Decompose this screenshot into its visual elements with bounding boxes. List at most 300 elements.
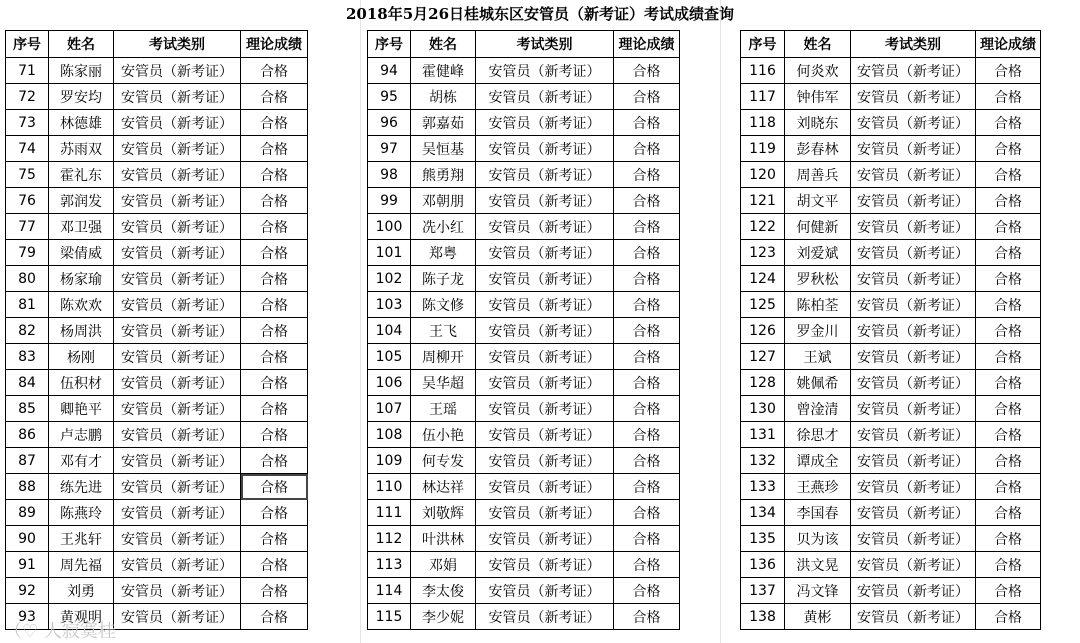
cell-exam-type[interactable]: 安管员（新考证） xyxy=(851,396,976,422)
cell-exam-type[interactable]: 安管员（新考证） xyxy=(114,578,241,604)
cell-score[interactable]: 合格 xyxy=(241,188,308,214)
header-type[interactable]: 考试类别 xyxy=(114,31,241,58)
cell-exam-type[interactable]: 安管员（新考证） xyxy=(851,344,976,370)
cell-no[interactable]: 102 xyxy=(368,266,411,292)
gridline xyxy=(360,0,361,643)
cell-name[interactable]: 郭嘉茹 xyxy=(411,110,476,136)
cell-name[interactable]: 邓卫强 xyxy=(49,214,114,240)
cell-score[interactable]: 合格 xyxy=(241,136,308,162)
cell-exam-type[interactable]: 安管员（新考证） xyxy=(851,162,976,188)
cell-no[interactable]: 92 xyxy=(6,578,49,604)
cell-name[interactable]: 邓朝朋 xyxy=(411,188,476,214)
table-row xyxy=(741,422,1041,448)
table-row xyxy=(6,162,308,188)
cell-name[interactable]: 冼小红 xyxy=(411,214,476,240)
cell-score[interactable]: 合格 xyxy=(614,344,680,370)
cell-no[interactable]: 125 xyxy=(741,292,785,318)
cell-no[interactable]: 115 xyxy=(368,604,411,630)
cell-name[interactable]: 刘勇 xyxy=(49,578,114,604)
cell-score[interactable]: 合格 xyxy=(241,422,308,448)
cell-name[interactable]: 胡文平 xyxy=(785,188,851,214)
header-name[interactable]: 姓名 xyxy=(49,31,114,58)
cell-no[interactable]: 123 xyxy=(741,240,785,266)
cell-exam-type[interactable]: 安管员（新考证） xyxy=(851,552,976,578)
cell-no[interactable]: 86 xyxy=(6,422,49,448)
cell-score[interactable]: 合格 xyxy=(241,266,308,292)
cell-exam-type[interactable]: 安管员（新考证） xyxy=(476,344,614,370)
cell-score[interactable]: 合格 xyxy=(976,84,1041,110)
header-score[interactable]: 理论成绩 xyxy=(614,31,680,58)
watermark: （♡ 人寂寞桂 xyxy=(4,621,116,642)
cell-score[interactable]: 合格 xyxy=(976,266,1041,292)
cell-no[interactable]: 94 xyxy=(368,58,411,84)
cell-no[interactable]: 100 xyxy=(368,214,411,240)
table-row xyxy=(741,214,1041,240)
cell-score[interactable]: 合格 xyxy=(614,318,680,344)
cell-exam-type[interactable]: 安管员（新考证） xyxy=(851,292,976,318)
header-name[interactable]: 姓名 xyxy=(785,31,851,58)
cell-no[interactable]: 134 xyxy=(741,500,785,526)
cell-score[interactable]: 合格 xyxy=(614,110,680,136)
cell-exam-type[interactable]: 安管员（新考证） xyxy=(851,604,976,630)
cell-score[interactable]: 合格 xyxy=(241,84,308,110)
cell-exam-type[interactable]: 安管员（新考证） xyxy=(476,422,614,448)
cell-name[interactable]: 林达祥 xyxy=(411,474,476,500)
cell-name[interactable]: 陈燕玲 xyxy=(49,500,114,526)
cell-no[interactable]: 73 xyxy=(6,110,49,136)
cell-score[interactable]: 合格 xyxy=(976,292,1041,318)
cell-exam-type[interactable]: 安管员（新考证） xyxy=(851,500,976,526)
cell-score[interactable]: 合格 xyxy=(241,552,308,578)
cell-no[interactable]: 107 xyxy=(368,396,411,422)
cell-score[interactable]: 合格 xyxy=(241,240,308,266)
cell-no[interactable]: 95 xyxy=(368,84,411,110)
cell-score[interactable]: 合格 xyxy=(976,526,1041,552)
cell-score[interactable]: 合格 xyxy=(241,604,308,630)
cell-exam-type[interactable]: 安管员（新考证） xyxy=(851,136,976,162)
cell-exam-type[interactable]: 安管员（新考证） xyxy=(851,214,976,240)
cell-name[interactable]: 梁倩威 xyxy=(49,240,114,266)
cell-no[interactable]: 81 xyxy=(6,292,49,318)
cell-name[interactable]: 王飞 xyxy=(411,318,476,344)
cell-score[interactable]: 合格 xyxy=(241,318,308,344)
cell-name[interactable]: 杨周洪 xyxy=(49,318,114,344)
cell-no[interactable]: 133 xyxy=(741,474,785,500)
cell-score[interactable]: 合格 xyxy=(614,552,680,578)
cell-score[interactable]: 合格 xyxy=(614,58,680,84)
table-row xyxy=(368,110,680,136)
cell-score[interactable]: 合格 xyxy=(614,188,680,214)
header-no[interactable]: 序号 xyxy=(368,31,411,58)
cell-name[interactable]: 姚佩希 xyxy=(785,370,851,396)
table-row xyxy=(6,344,308,370)
cell-score[interactable]: 合格 xyxy=(614,266,680,292)
cell-exam-type[interactable]: 安管员（新考证） xyxy=(851,448,976,474)
cell-name[interactable]: 罗金川 xyxy=(785,318,851,344)
cell-exam-type[interactable]: 安管员（新考证） xyxy=(476,292,614,318)
table-row xyxy=(368,370,680,396)
header-score[interactable]: 理论成绩 xyxy=(241,31,308,58)
cell-exam-type[interactable]: 安管员（新考证） xyxy=(476,526,614,552)
cell-exam-type[interactable]: 安管员（新考证） xyxy=(114,58,241,84)
cell-exam-type[interactable]: 安管员（新考证） xyxy=(476,396,614,422)
cell-name[interactable]: 卿艳平 xyxy=(49,396,114,422)
cell-score[interactable]: 合格 xyxy=(614,162,680,188)
cell-score[interactable]: 合格 xyxy=(614,292,680,318)
cell-exam-type[interactable]: 安管员（新考证） xyxy=(476,188,614,214)
cell-score[interactable]: 合格 xyxy=(241,370,308,396)
cell-exam-type[interactable]: 安管员（新考证） xyxy=(476,552,614,578)
cell-name[interactable]: 周柳开 xyxy=(411,344,476,370)
cell-name[interactable]: 霍礼东 xyxy=(49,162,114,188)
cell-exam-type[interactable]: 安管员（新考证） xyxy=(476,370,614,396)
table-row xyxy=(741,266,1041,292)
table-row xyxy=(741,136,1041,162)
cell-score[interactable]: 合格 xyxy=(976,422,1041,448)
cell-name[interactable]: 王瑶 xyxy=(411,396,476,422)
cell-score[interactable]: 合格 xyxy=(976,318,1041,344)
cell-score[interactable]: 合格 xyxy=(241,474,308,500)
cell-name[interactable]: 罗安均 xyxy=(49,84,114,110)
cell-score[interactable]: 合格 xyxy=(976,58,1041,84)
cell-name[interactable]: 黄彬 xyxy=(785,604,851,630)
cell-no[interactable]: 82 xyxy=(6,318,49,344)
cell-name[interactable]: 谭成全 xyxy=(785,448,851,474)
cell-exam-type[interactable]: 安管员（新考证） xyxy=(851,84,976,110)
cell-no[interactable]: 109 xyxy=(368,448,411,474)
cell-score[interactable]: 合格 xyxy=(976,188,1041,214)
cell-name[interactable]: 李太俊 xyxy=(411,578,476,604)
cell-exam-type[interactable]: 安管员（新考证） xyxy=(476,474,614,500)
cell-name[interactable]: 何炎欢 xyxy=(785,58,851,84)
cell-no[interactable]: 93 xyxy=(6,604,49,630)
cell-no[interactable]: 90 xyxy=(6,526,49,552)
header-row xyxy=(368,31,680,58)
cell-name[interactable]: 陈柏荃 xyxy=(785,292,851,318)
table-row xyxy=(6,110,308,136)
cell-exam-type[interactable]: 安管员（新考证） xyxy=(114,162,241,188)
cell-exam-type[interactable]: 安管员（新考证） xyxy=(114,344,241,370)
cell-score[interactable]: 合格 xyxy=(241,578,308,604)
cell-no[interactable]: 128 xyxy=(741,370,785,396)
cell-exam-type[interactable]: 安管员（新考证） xyxy=(114,526,241,552)
cell-no[interactable]: 77 xyxy=(6,214,49,240)
cell-name[interactable]: 何健新 xyxy=(785,214,851,240)
cell-exam-type[interactable]: 安管员（新考证） xyxy=(114,500,241,526)
cell-no[interactable]: 75 xyxy=(6,162,49,188)
cell-exam-type[interactable]: 安管员（新考证） xyxy=(851,370,976,396)
cell-exam-type[interactable]: 安管员（新考证） xyxy=(851,240,976,266)
cell-name[interactable]: 黄观明 xyxy=(49,604,114,630)
cell-name[interactable]: 洪文晃 xyxy=(785,552,851,578)
cell-no[interactable]: 83 xyxy=(6,344,49,370)
cell-score[interactable]: 合格 xyxy=(614,136,680,162)
header-row xyxy=(741,31,1041,58)
cell-score[interactable]: 合格 xyxy=(976,162,1041,188)
cell-exam-type[interactable]: 安管员（新考证） xyxy=(114,396,241,422)
cell-no[interactable]: 119 xyxy=(741,136,785,162)
cell-exam-type[interactable]: 安管员（新考证） xyxy=(114,292,241,318)
cell-score[interactable]: 合格 xyxy=(614,604,680,630)
cell-no[interactable]: 76 xyxy=(6,188,49,214)
cell-score[interactable]: 合格 xyxy=(241,214,308,240)
cell-name[interactable]: 王兆轩 xyxy=(49,526,114,552)
cell-no[interactable]: 104 xyxy=(368,318,411,344)
cell-exam-type[interactable]: 安管员（新考证） xyxy=(114,318,241,344)
cell-no[interactable]: 103 xyxy=(368,292,411,318)
cell-score[interactable]: 合格 xyxy=(614,214,680,240)
cell-name[interactable]: 霍健峰 xyxy=(411,58,476,84)
cell-name[interactable]: 刘晓东 xyxy=(785,110,851,136)
cell-score[interactable]: 合格 xyxy=(241,292,308,318)
cell-score[interactable]: 合格 xyxy=(976,500,1041,526)
cell-name[interactable]: 杨家瑜 xyxy=(49,266,114,292)
cell-name[interactable]: 钟伟军 xyxy=(785,84,851,110)
cell-no[interactable]: 106 xyxy=(368,370,411,396)
cell-exam-type[interactable]: 安管员（新考证） xyxy=(476,578,614,604)
cell-exam-type[interactable]: 安管员（新考证） xyxy=(476,110,614,136)
cell-no[interactable]: 110 xyxy=(368,474,411,500)
table-row xyxy=(741,110,1041,136)
cell-no[interactable]: 118 xyxy=(741,110,785,136)
cell-name[interactable]: 周先福 xyxy=(49,552,114,578)
cell-no[interactable]: 97 xyxy=(368,136,411,162)
cell-exam-type[interactable]: 安管员（新考证） xyxy=(476,318,614,344)
cell-name[interactable]: 陈家丽 xyxy=(49,58,114,84)
cell-name[interactable]: 吴华超 xyxy=(411,370,476,396)
header-type[interactable]: 考试类别 xyxy=(476,31,614,58)
cell-name[interactable]: 练先进 xyxy=(49,474,114,500)
cell-no[interactable]: 136 xyxy=(741,552,785,578)
cell-name[interactable]: 王斌 xyxy=(785,344,851,370)
cell-no[interactable]: 87 xyxy=(6,448,49,474)
cell-name[interactable]: 罗秋松 xyxy=(785,266,851,292)
cell-no[interactable]: 80 xyxy=(6,266,49,292)
table-row xyxy=(741,188,1041,214)
cell-exam-type[interactable]: 安管员（新考证） xyxy=(476,240,614,266)
cell-score[interactable]: 合格 xyxy=(241,448,308,474)
cell-no[interactable]: 124 xyxy=(741,266,785,292)
cell-exam-type[interactable]: 安管员（新考证） xyxy=(476,214,614,240)
cell-score[interactable]: 合格 xyxy=(976,396,1041,422)
table-row xyxy=(741,552,1041,578)
cell-exam-type[interactable]: 安管员（新考证） xyxy=(114,370,241,396)
cell-exam-type[interactable]: 安管员（新考证） xyxy=(114,474,241,500)
cell-no[interactable]: 138 xyxy=(741,604,785,630)
cell-name[interactable]: 贝为该 xyxy=(785,526,851,552)
table-row xyxy=(368,448,680,474)
cell-exam-type[interactable]: 安管员（新考证） xyxy=(476,84,614,110)
cell-name[interactable]: 郑粤 xyxy=(411,240,476,266)
cell-name[interactable]: 胡栋 xyxy=(411,84,476,110)
table-row xyxy=(6,136,308,162)
cell-name[interactable]: 李少妮 xyxy=(411,604,476,630)
cell-exam-type[interactable]: 安管员（新考证） xyxy=(851,58,976,84)
cell-no[interactable]: 88 xyxy=(6,474,49,500)
cell-name[interactable]: 叶洪林 xyxy=(411,526,476,552)
cell-name[interactable]: 刘敬辉 xyxy=(411,500,476,526)
cell-no[interactable]: 117 xyxy=(741,84,785,110)
cell-no[interactable]: 126 xyxy=(741,318,785,344)
cell-exam-type[interactable]: 安管员（新考证） xyxy=(851,110,976,136)
cell-score[interactable]: 合格 xyxy=(976,474,1041,500)
cell-no[interactable]: 105 xyxy=(368,344,411,370)
table-row xyxy=(6,396,308,422)
cell-score[interactable]: 合格 xyxy=(614,396,680,422)
cell-no[interactable]: 120 xyxy=(741,162,785,188)
cell-exam-type[interactable]: 安管员（新考证） xyxy=(114,188,241,214)
cell-score[interactable]: 合格 xyxy=(614,422,680,448)
cell-exam-type[interactable]: 安管员（新考证） xyxy=(476,136,614,162)
cell-no[interactable]: 71 xyxy=(6,58,49,84)
cell-name[interactable]: 陈文修 xyxy=(411,292,476,318)
table-row xyxy=(368,604,680,630)
cell-no[interactable]: 99 xyxy=(368,188,411,214)
cell-no[interactable]: 89 xyxy=(6,500,49,526)
header-no[interactable]: 序号 xyxy=(741,31,785,58)
header-type[interactable]: 考试类别 xyxy=(851,31,976,58)
cell-no[interactable]: 91 xyxy=(6,552,49,578)
cell-name[interactable]: 刘爱斌 xyxy=(785,240,851,266)
cell-name[interactable]: 苏雨双 xyxy=(49,136,114,162)
cell-score[interactable]: 合格 xyxy=(241,396,308,422)
cell-exam-type[interactable]: 安管员（新考证） xyxy=(114,604,241,630)
cell-exam-type[interactable]: 安管员（新考证） xyxy=(476,162,614,188)
header-score[interactable]: 理论成绩 xyxy=(976,31,1041,58)
cell-name[interactable]: 李国春 xyxy=(785,500,851,526)
cell-score[interactable]: 合格 xyxy=(241,162,308,188)
cell-name[interactable]: 吴恒基 xyxy=(411,136,476,162)
cell-exam-type[interactable]: 安管员（新考证） xyxy=(114,552,241,578)
cell-name[interactable]: 伍积材 xyxy=(49,370,114,396)
cell-exam-type[interactable]: 安管员（新考证） xyxy=(851,578,976,604)
cell-no[interactable]: 112 xyxy=(368,526,411,552)
cell-score[interactable]: 合格 xyxy=(241,526,308,552)
cell-name[interactable]: 曾淦清 xyxy=(785,396,851,422)
cell-no[interactable]: 101 xyxy=(368,240,411,266)
cell-name[interactable]: 王燕珍 xyxy=(785,474,851,500)
cell-name[interactable]: 陈欢欢 xyxy=(49,292,114,318)
cell-no[interactable]: 74 xyxy=(6,136,49,162)
cell-exam-type[interactable]: 安管员（新考证） xyxy=(851,188,976,214)
cell-score[interactable]: 合格 xyxy=(241,58,308,84)
cell-exam-type[interactable]: 安管员（新考证） xyxy=(851,422,976,448)
cell-score[interactable]: 合格 xyxy=(976,344,1041,370)
cell-no[interactable]: 111 xyxy=(368,500,411,526)
cell-no[interactable]: 113 xyxy=(368,552,411,578)
cell-exam-type[interactable]: 安管员（新考证） xyxy=(114,448,241,474)
cell-exam-type[interactable]: 安管员（新考证） xyxy=(114,84,241,110)
cell-name[interactable]: 熊勇翔 xyxy=(411,162,476,188)
cell-name[interactable]: 徐思才 xyxy=(785,422,851,448)
cell-score[interactable]: 合格 xyxy=(614,578,680,604)
cell-no[interactable]: 96 xyxy=(368,110,411,136)
cell-no[interactable]: 121 xyxy=(741,188,785,214)
cell-exam-type[interactable]: 安管员（新考证） xyxy=(476,448,614,474)
cell-exam-type[interactable]: 安管员（新考证） xyxy=(851,318,976,344)
cell-no[interactable]: 135 xyxy=(741,526,785,552)
cell-name[interactable]: 林德雄 xyxy=(49,110,114,136)
table-row xyxy=(368,240,680,266)
cell-no[interactable]: 79 xyxy=(6,240,49,266)
cell-score[interactable]: 合格 xyxy=(976,110,1041,136)
cell-no[interactable]: 131 xyxy=(741,422,785,448)
cell-score[interactable]: 合格 xyxy=(614,500,680,526)
cell-score[interactable]: 合格 xyxy=(976,136,1041,162)
cell-score[interactable]: 合格 xyxy=(614,370,680,396)
cell-name[interactable]: 卢志鹏 xyxy=(49,422,114,448)
cell-exam-type[interactable]: 安管员（新考证） xyxy=(476,58,614,84)
cell-no[interactable]: 84 xyxy=(6,370,49,396)
cell-score[interactable]: 合格 xyxy=(976,448,1041,474)
cell-score[interactable]: 合格 xyxy=(976,604,1041,630)
cell-no[interactable]: 108 xyxy=(368,422,411,448)
cell-exam-type[interactable]: 安管员（新考证） xyxy=(114,214,241,240)
cell-name[interactable]: 伍小艳 xyxy=(411,422,476,448)
cell-name[interactable]: 邓娟 xyxy=(411,552,476,578)
header-no[interactable]: 序号 xyxy=(6,31,49,58)
cell-exam-type[interactable]: 安管员（新考证） xyxy=(851,266,976,292)
table-row xyxy=(368,500,680,526)
cell-exam-type[interactable]: 安管员（新考证） xyxy=(114,136,241,162)
cell-no[interactable]: 85 xyxy=(6,396,49,422)
cell-no[interactable]: 116 xyxy=(741,58,785,84)
cell-exam-type[interactable]: 安管员（新考证） xyxy=(114,110,241,136)
cell-name[interactable]: 冯文锋 xyxy=(785,578,851,604)
cell-score[interactable]: 合格 xyxy=(241,344,308,370)
cell-exam-type[interactable]: 安管员（新考证） xyxy=(476,604,614,630)
cell-name[interactable]: 邓有才 xyxy=(49,448,114,474)
cell-score[interactable]: 合格 xyxy=(976,214,1041,240)
table-row xyxy=(741,474,1041,500)
cell-no[interactable]: 98 xyxy=(368,162,411,188)
table-row xyxy=(368,396,680,422)
cell-no[interactable]: 137 xyxy=(741,578,785,604)
cell-exam-type[interactable]: 安管员（新考证） xyxy=(114,240,241,266)
cell-name[interactable]: 彭春林 xyxy=(785,136,851,162)
cell-name[interactable]: 杨刚 xyxy=(49,344,114,370)
cell-exam-type[interactable]: 安管员（新考证） xyxy=(851,526,976,552)
cell-score[interactable]: 合格 xyxy=(241,500,308,526)
cell-no[interactable]: 114 xyxy=(368,578,411,604)
cell-name[interactable]: 陈子龙 xyxy=(411,266,476,292)
cell-score[interactable]: 合格 xyxy=(976,578,1041,604)
cell-score[interactable]: 合格 xyxy=(614,448,680,474)
cell-exam-type[interactable]: 安管员（新考证） xyxy=(476,266,614,292)
cell-exam-type[interactable]: 安管员（新考证） xyxy=(114,266,241,292)
header-name[interactable]: 姓名 xyxy=(411,31,476,58)
cell-score[interactable]: 合格 xyxy=(614,240,680,266)
cell-no[interactable]: 122 xyxy=(741,214,785,240)
cell-score[interactable]: 合格 xyxy=(614,526,680,552)
cell-no[interactable]: 72 xyxy=(6,84,49,110)
cell-score[interactable]: 合格 xyxy=(976,240,1041,266)
cell-exam-type[interactable]: 安管员（新考证） xyxy=(851,474,976,500)
cell-name[interactable]: 郭润发 xyxy=(49,188,114,214)
cell-no[interactable]: 132 xyxy=(741,448,785,474)
cell-score[interactable]: 合格 xyxy=(976,552,1041,578)
cell-name[interactable]: 周善兵 xyxy=(785,162,851,188)
cell-score[interactable]: 合格 xyxy=(976,370,1041,396)
cell-exam-type[interactable]: 安管员（新考证） xyxy=(114,422,241,448)
cell-score[interactable]: 合格 xyxy=(614,474,680,500)
cell-score[interactable]: 合格 xyxy=(241,110,308,136)
cell-no[interactable]: 127 xyxy=(741,344,785,370)
cell-name[interactable]: 何专发 xyxy=(411,448,476,474)
cell-score[interactable]: 合格 xyxy=(614,84,680,110)
cell-exam-type[interactable]: 安管员（新考证） xyxy=(476,500,614,526)
cell-no[interactable]: 130 xyxy=(741,396,785,422)
